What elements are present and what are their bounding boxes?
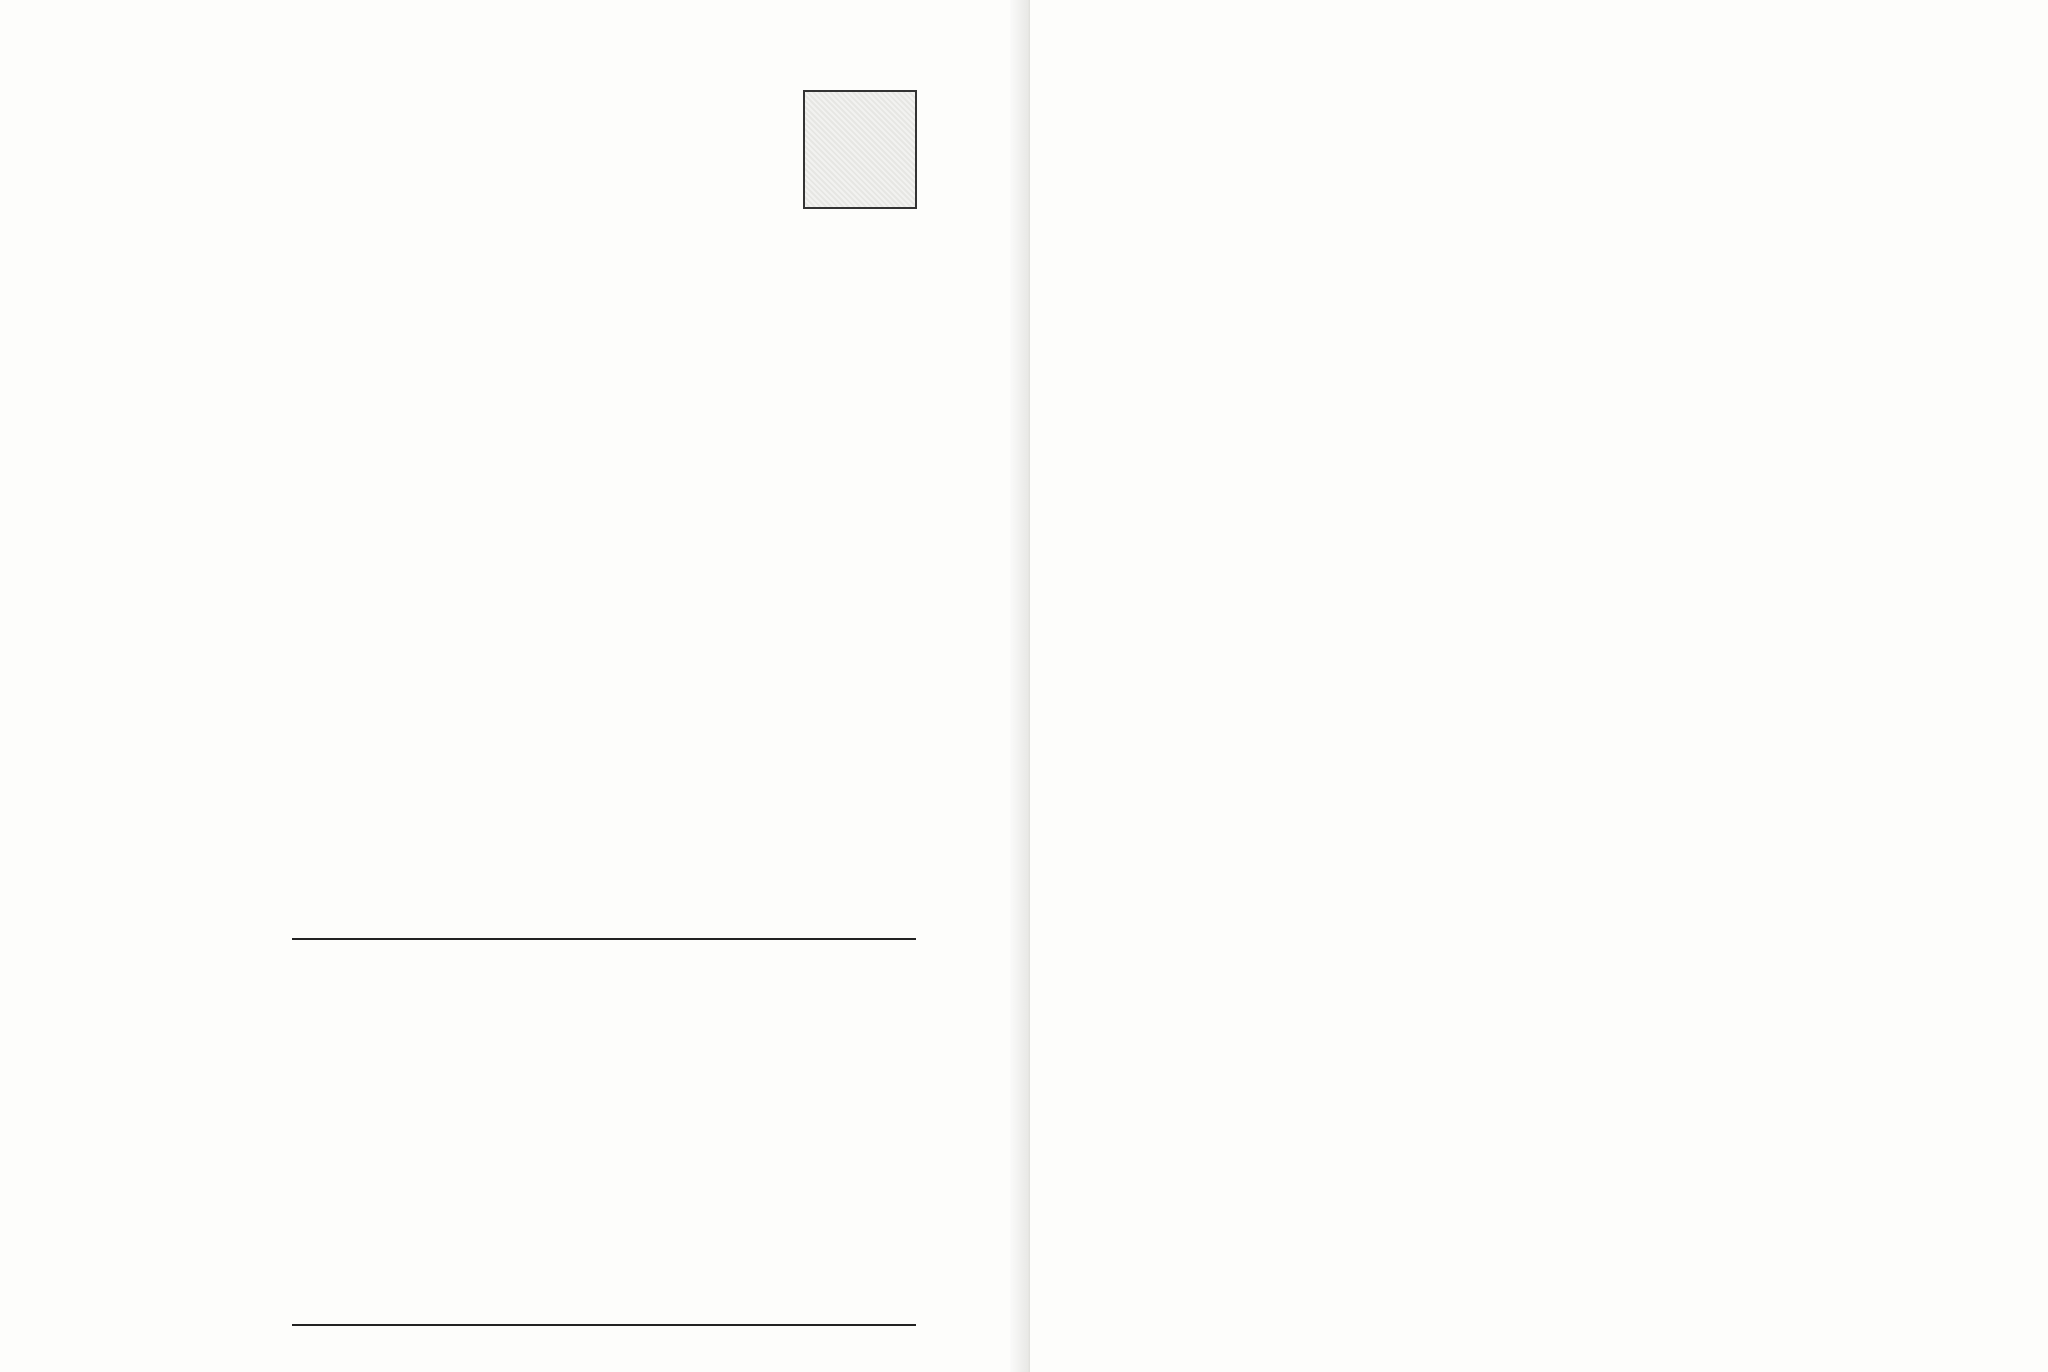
chapter-number-box — [803, 90, 917, 209]
intro-top-rule — [292, 938, 916, 940]
figure-caption — [1354, 928, 1368, 951]
section-heading — [1146, 84, 1226, 115]
diagram-connectors — [1140, 595, 1970, 925]
intro-bottom-rule — [292, 1324, 916, 1326]
